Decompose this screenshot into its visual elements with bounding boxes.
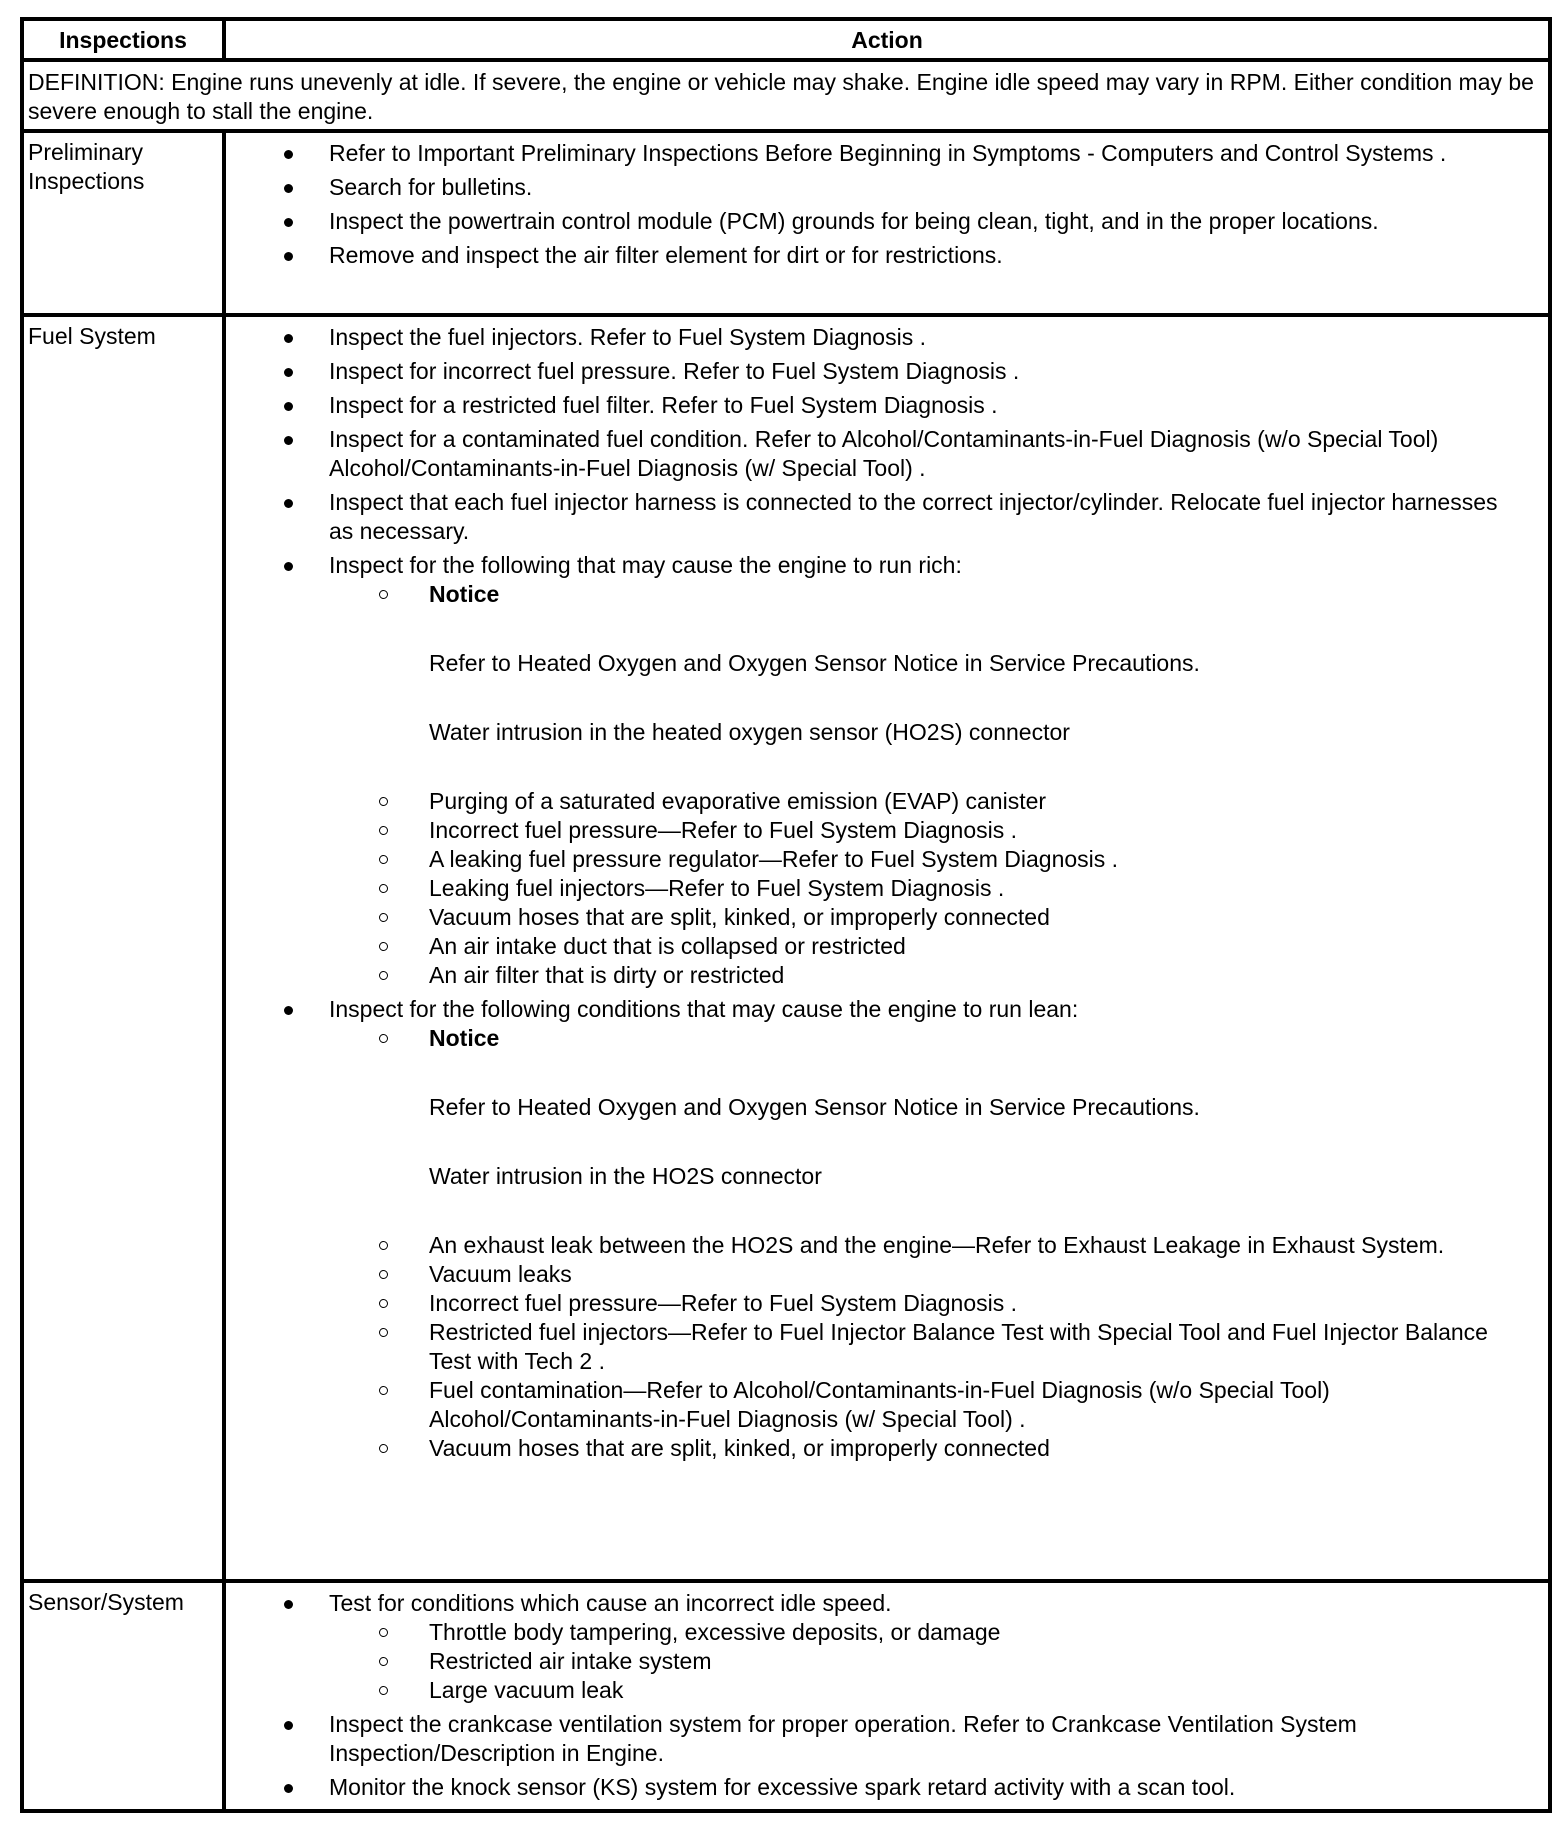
circle-bullet-icon	[379, 1444, 388, 1453]
circle-bullet-icon	[379, 1328, 388, 1337]
sublist-item: Leaking fuel injectors—Refer to Fuel System Diagnosis .	[329, 874, 1528, 903]
header-inspections: Inspections	[24, 21, 226, 58]
sublist-item: Large vacuum leak	[329, 1676, 1528, 1705]
sublist-item: An air filter that is dirty or restricted	[329, 961, 1528, 990]
list-item: Inspect the crankcase ventilation system for proper operation. Refer to Crankcase Ventilation System Inspection/Description in Engine.	[226, 1710, 1548, 1768]
notice-title: Notice	[429, 1025, 500, 1051]
sublist-item: Incorrect fuel pressure—Refer to Fuel System Diagnosis .	[329, 1289, 1528, 1318]
sublist-item: Incorrect fuel pressure—Refer to Fuel System Diagnosis .	[329, 816, 1528, 845]
notice-text: Refer to Heated Oxygen and Oxygen Sensor Notice in Service Precautions.	[429, 1094, 1200, 1120]
circle-bullet-icon	[379, 1241, 388, 1250]
sublist-item: An exhaust leak between the HO2S and the engine—Refer to Exhaust Leakage in Exhaust System.	[329, 1231, 1528, 1260]
notice-text: Refer to Heated Oxygen and Oxygen Sensor Notice in Service Precautions.	[429, 650, 1200, 676]
circle-bullet-icon	[379, 1657, 388, 1666]
list-item: Inspect for a contaminated fuel condition. Refer to Alcohol/Contaminants-in-Fuel Diagnosis (w/o Special Tool) Alcohol/Contaminants-in-Fuel Diagnosis (w/ Special Tool) .	[226, 425, 1548, 483]
bullet-icon	[284, 252, 293, 261]
sublist-item: An air intake duct that is collapsed or restricted	[329, 932, 1528, 961]
list-item: Inspect for a restricted fuel filter. Refer to Fuel System Diagnosis .	[226, 391, 1548, 420]
circle-bullet-icon	[379, 826, 388, 835]
circle-bullet-icon	[379, 1034, 388, 1043]
bullet-icon	[284, 402, 293, 411]
bullet-icon	[284, 334, 293, 343]
circle-bullet-icon	[379, 913, 388, 922]
list-item: Refer to Important Preliminary Inspections Before Beginning in Symptoms - Computers and Control Systems .	[226, 139, 1548, 168]
sensor-system-list	[226, 1589, 1548, 1802]
bullet-icon	[284, 562, 293, 571]
notice-title: Notice	[429, 581, 500, 607]
bullet-icon	[284, 184, 293, 193]
circle-bullet-icon	[379, 1270, 388, 1279]
sublist-item: Vacuum leaks	[329, 1260, 1528, 1289]
sublist-item: Fuel contamination—Refer to Alcohol/Contaminants-in-Fuel Diagnosis (w/o Special Tool) Alcohol/Contaminants-in-Fuel Diagnosis (w/ Special Tool) .	[329, 1376, 1528, 1434]
list-item-idle: Test for conditions which cause an incorrect idle speed. Throttle body tampering, excessive deposits, or damage Restricted air intake system Large vacuum leak	[226, 1589, 1548, 1705]
header-action: Action	[851, 27, 923, 53]
list-item-rich: Inspect for the following that may cause the engine to run rich: Notice Refer to Heated Oxygen and Oxygen Sensor Notice in Service Precautions. Water intrusion in the heated oxygen sensor (HO2S) connector Purging of a saturated evaporative emission (EVAP) canister Incorrect fuel pressure—Refer to Fuel System Diagnosis . A leaking fuel pressure regulator—Refer to Fuel System Diagnosis . Leaking fuel injectors—Refer to Fuel System Diagnosis . Vacuum hoses that are split, kinked, or improperly connected An air intake duct that is collapsed or restricted An air filter that is dirty or restricted	[226, 551, 1548, 990]
preliminary-list	[226, 139, 1548, 270]
list-item: Search for bulletins.	[226, 173, 1548, 202]
sublist-item: Vacuum hoses that are split, kinked, or improperly connected	[329, 1434, 1528, 1463]
sublist-item: Throttle body tampering, excessive deposits, or damage	[329, 1618, 1528, 1647]
preliminary-label: Preliminary Inspections	[24, 133, 226, 313]
bullet-icon	[284, 218, 293, 227]
rich-sublist	[226, 580, 1528, 990]
bullet-icon	[284, 436, 293, 445]
idle-sublist	[226, 1618, 1528, 1705]
table-header-row	[24, 21, 1548, 62]
sublist-item: A leaking fuel pressure regulator—Refer to Fuel System Diagnosis .	[329, 845, 1528, 874]
list-item: Inspect for incorrect fuel pressure. Refer to Fuel System Diagnosis .	[226, 357, 1548, 386]
list-item-lean: Inspect for the following conditions that may cause the engine to run lean: Notice Refer to Heated Oxygen and Oxygen Sensor Notice in Service Precautions. Water intrusion in the HO2S connector An exhaust leak between the HO2S and the engine—Refer to Exhaust Leakage in Exhaust System. Vacuum leaks Incorrect fuel pressure—Refer to Fuel System Diagnosis . Restricted fuel injectors—Refer to Fuel Injector Balance Test with Special Tool and Fuel Injector Balance Test with Tech 2 . Fuel contamination—Refer to Alcohol/Contaminants-in-Fuel Diagnosis (w/o Special Tool) Alcohol/Contaminants-in-Fuel Diagnosis (w/ Special Tool) . Vacuum hoses that are split, kinked, or improperly connected	[226, 995, 1548, 1463]
list-item: Monitor the knock sensor (KS) system for excessive spark retard activity with a scan tool.	[226, 1773, 1548, 1802]
table-row-fuel-system	[24, 317, 1548, 1583]
bullet-icon	[284, 1600, 293, 1609]
circle-bullet-icon	[379, 884, 388, 893]
circle-bullet-icon	[379, 797, 388, 806]
bullet-icon	[284, 150, 293, 159]
bullet-icon	[284, 1721, 293, 1730]
bullet-icon	[284, 368, 293, 377]
sublist-item: Vacuum hoses that are split, kinked, or improperly connected	[329, 903, 1528, 932]
list-item: Inspect the fuel injectors. Refer to Fuel System Diagnosis .	[226, 323, 1548, 352]
circle-bullet-icon	[379, 1299, 388, 1308]
lean-sublist	[226, 1024, 1528, 1463]
sublist-item: Restricted air intake system	[329, 1647, 1528, 1676]
list-item: Inspect the powertrain control module (PCM) grounds for being clean, tight, and in the proper locations.	[226, 207, 1548, 236]
circle-bullet-icon	[379, 942, 388, 951]
circle-bullet-icon	[379, 971, 388, 980]
inspection-table	[20, 17, 1552, 1813]
circle-bullet-icon	[379, 1628, 388, 1637]
circle-bullet-icon	[379, 590, 388, 599]
sublist-item-notice	[329, 580, 1528, 787]
sublist-item-notice	[329, 1024, 1528, 1231]
table-row-sensor-system	[24, 1583, 1548, 1809]
bullet-icon	[284, 1006, 293, 1015]
list-item: Remove and inspect the air filter element for dirt or for restrictions.	[226, 241, 1548, 270]
notice-item: Water intrusion in the heated oxygen sensor (HO2S) connector	[429, 719, 1070, 745]
list-item: Inspect that each fuel injector harness is connected to the correct injector/cylinder. Relocate fuel injector harnesses as necessary.	[226, 488, 1548, 546]
table-row-preliminary	[24, 133, 1548, 317]
bullet-icon	[284, 1784, 293, 1793]
circle-bullet-icon	[379, 1686, 388, 1695]
bullet-icon	[284, 499, 293, 508]
notice-item: Water intrusion in the HO2S connector	[429, 1163, 822, 1189]
definition-row	[24, 62, 1548, 133]
fuel-system-list	[226, 323, 1548, 1463]
sublist-item: Restricted fuel injectors—Refer to Fuel Injector Balance Test with Special Tool and Fuel Injector Balance Test with Tech 2 .	[329, 1318, 1528, 1376]
fuel-system-label: Fuel System	[24, 317, 226, 1579]
sublist-item: Purging of a saturated evaporative emission (EVAP) canister	[329, 787, 1528, 816]
circle-bullet-icon	[379, 1386, 388, 1395]
definition-text: DEFINITION: Engine runs unevenly at idle. If severe, the engine or vehicle may shake. Engine idle speed may vary in RPM. Either condition may be severe enough to stall the engine.	[28, 69, 1534, 124]
sensor-system-label: Sensor/System	[24, 1583, 226, 1809]
circle-bullet-icon	[379, 855, 388, 864]
